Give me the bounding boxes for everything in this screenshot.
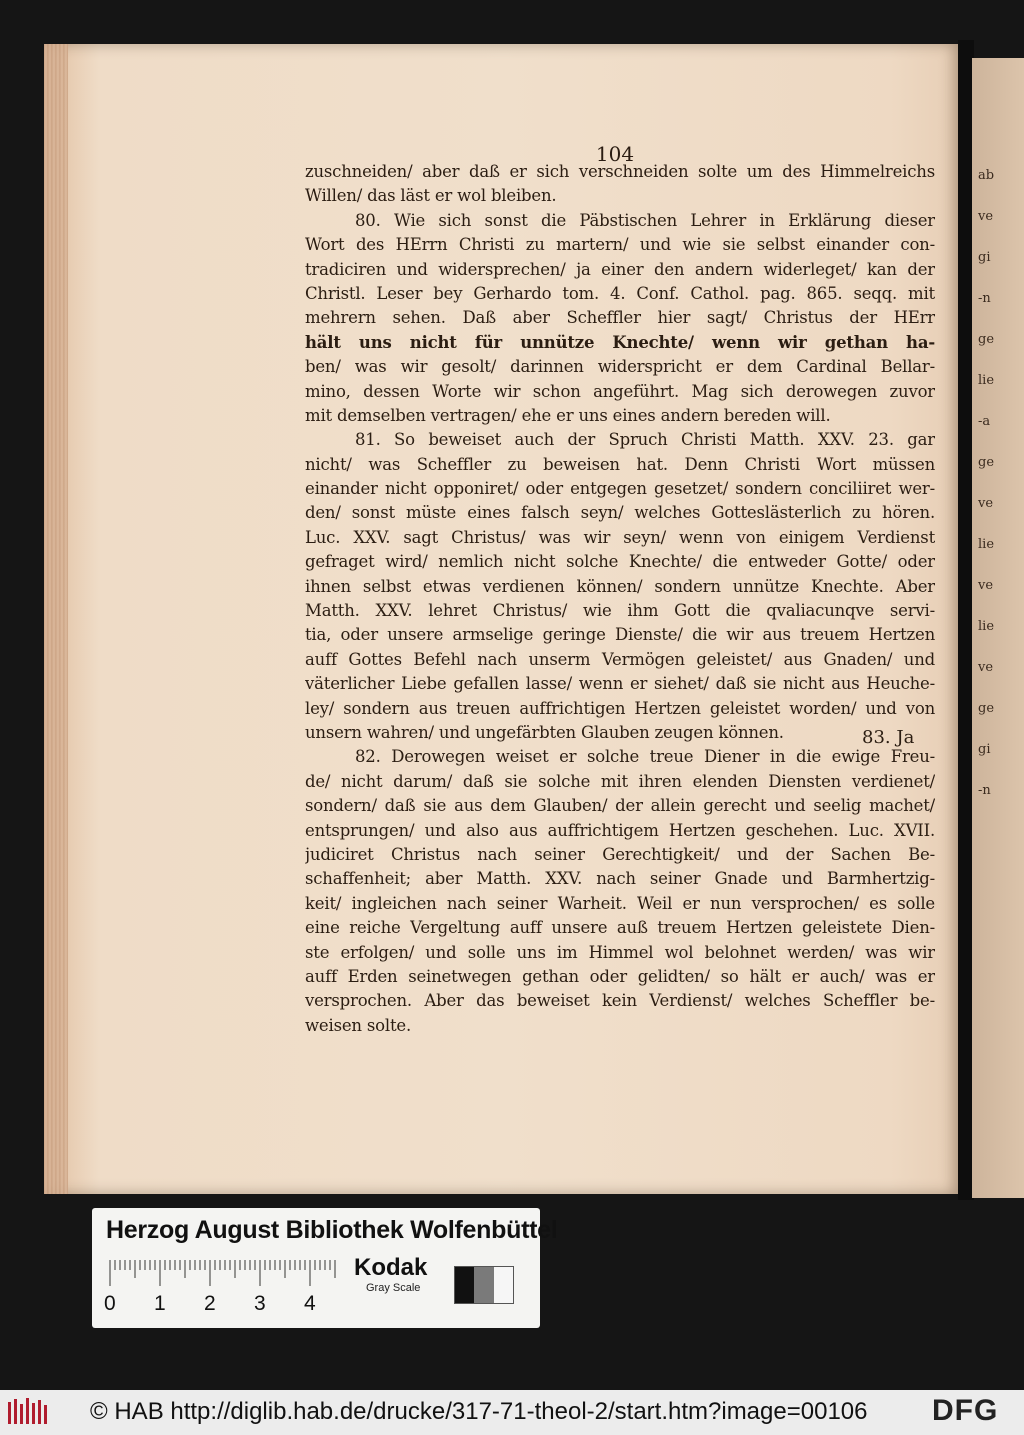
adjacent-page-fragment: lie [978,373,995,388]
text-line: ste erfolgen/ und solle uns im Himmel wol belohnet werden/ was wir [305,942,935,962]
adjacent-page-fragment: ge [978,332,995,347]
ruler-number: 3 [254,1292,266,1315]
text-line: eine reiche Vergeltung auff unsere auß treuem Hertzen geleistete Dien- [305,918,935,938]
text-line: mehrern sehen. Daß aber Scheffler hier sagt/ Christus der HErr [305,308,935,328]
text-line: ley/ sondern aus treuen auffrichtigen Hertzen geleistet worden/ und von [305,698,935,718]
ruler-number: 4 [304,1292,316,1315]
text-line: keit/ ingleichen nach seiner Warheit. Weil er nun versprochen/ es solle [305,893,935,913]
text-line: de/ nicht darum/ daß sie solche mit ihren elenden Diensten verdienet/ [305,771,935,791]
adjacent-page-fragment: ge [978,701,995,716]
text-line: Willen/ das läst er wol bleiben. [305,186,557,206]
ruler-number: 1 [154,1292,166,1315]
adjacent-page-fragment: lie [978,619,995,634]
adjacent-page-fragment: ab [978,168,995,183]
scale-ruler [108,1258,338,1288]
adjacent-page-fragment: -a [978,414,991,429]
text-line: entsprungen/ und also aus auffrichtigem Hertzen geschehen. Luc. XVII. [305,820,935,840]
ruler-number: 0 [104,1292,116,1315]
adjacent-page-fragment: -n [978,291,991,306]
text-line: sondern/ daß sie aus dem Glauben/ der allein gerecht und seelig machet/ [305,796,935,816]
text-line: väterlicher Liebe gefallen lasse/ wenn er siehet/ daß sie nicht aus Heuche- [305,674,935,694]
text-line: unsern wahren/ und ungefärbten Glauben zeugen können. [305,722,784,742]
text-line: ihnen selbst etwas verdienen können/ sondern unnütze Knechte. Aber [305,576,935,596]
swatch-gray [474,1267,493,1303]
adjacent-page-fragment: -n [978,783,991,798]
text-line: einander nicht opponiret/ oder entgegen gesetzet/ sondern conciliiret wer- [305,479,935,499]
adjacent-page-strip [972,58,1024,1198]
hab-logo-icon [6,1396,48,1428]
text-line: auff Gottes Befehl nach unserm Vermögen geleistet/ aus Gnaden/ und [305,649,935,669]
text-line: mino, dessen Worte wir schon angeführt. Mag sich derowegen zuvor [305,381,935,401]
text-line: zuschneiden/ aber daß er sich verschneiden solte um des Himmelreichs [305,162,935,181]
text-line: ben/ was wir gesolt/ darinnen widerspricht er dem Cardinal Bellar- [305,357,935,377]
text-line: gefraget wird/ nemlich nicht solche Knechte/ die entweder Gotte/ oder [305,552,935,572]
dfg-logo: DFG [932,1394,999,1427]
text-line: 82. Derowegen weiset er solche treue Diener in die ewige Freu- [355,747,935,767]
adjacent-page-fragment: ge [978,455,995,470]
adjacent-page-fragment: gi [978,742,991,757]
page-edge [44,44,68,1194]
text-line: judiciret Christus nach seiner Gerechtigkeit/ und der Sachen Be- [305,844,935,864]
adjacent-page-fragment: lie [978,537,995,552]
gray-scale-swatches [454,1266,514,1304]
text-line: Christl. Leser bey Gerhardo tom. 4. Conf. Cathol. pag. 865. seqq. mit [305,283,935,303]
text-line: Matth. XXV. lehret Christus/ wie ihm Gott die qvaliacunqve servi- [305,601,935,621]
adjacent-page-fragment: ve [978,578,994,593]
footer-credit-link[interactable]: © HAB http://diglib.hab.de/drucke/317-71-theol-2/start.htm?image=00106 [90,1398,868,1425]
text-line: nicht/ was Scheffler zu beweisen hat. Denn Christi Wort müssen [305,454,935,474]
page-text [305,160,935,1038]
library-label-card [92,1208,558,1328]
text-line: tradiciren und widersprechen/ ja einer den andern widerleget/ kan der [305,259,935,279]
adjacent-page-fragment: ve [978,660,994,675]
footer-bar [0,1390,1024,1435]
text-line: Wort des HErrn Christi zu martern/ und wie sie selbst einander con- [305,235,935,255]
page-number: 104 [595,142,635,166]
text-line: mit demselben vertragen/ ehe er uns eines andern bereden will. [305,405,831,425]
adjacent-page-fragment: ve [978,496,994,511]
text-line: tia, oder unsere armselige geringe Dienste/ die wir aus treuem Hertzen [305,625,935,645]
catchword: 83. Ja [862,727,915,748]
ruler-number: 2 [204,1292,216,1315]
gray-scale-label: Gray Scale [366,1282,421,1294]
text-line: 81. So beweiset auch der Spruch Christi Matth. XXV. 23. gar [355,430,935,450]
kodak-brand: Kodak [354,1254,428,1281]
swatch-black [455,1267,474,1303]
institution-name: Herzog August Bibliothek Wolfenbüttel [106,1216,558,1244]
text-line: versprochen. Aber das beweiset kein Verdienst/ welches Scheffler be- [305,991,935,1011]
text-line: auff Erden seinetwegen gethan oder gelidten/ so hält er auch/ was er [305,966,935,986]
text-line: 80. Wie sich sonst die Päbstischen Lehrer in Erklärung dieser [355,210,935,230]
text-line: Luc. XXV. sagt Christus/ was wir seyn/ wenn von einigem Verdienst [305,527,935,547]
text-line: weisen solte. [305,1015,411,1035]
text-line: den/ sonst müste eines falsch seyn/ welches Gotteslästerlich zu hören. [305,503,935,523]
adjacent-page-fragment: ve [978,209,994,224]
swatch-white [494,1267,513,1303]
text-line: schaffenheit; aber Matth. XXV. nach seiner Gnade und Barmhertzig- [305,869,935,889]
adjacent-page-fragment: gi [978,250,991,265]
text-line: hält uns nicht für unnütze Knechte/ wenn wir gethan ha- [305,332,935,352]
